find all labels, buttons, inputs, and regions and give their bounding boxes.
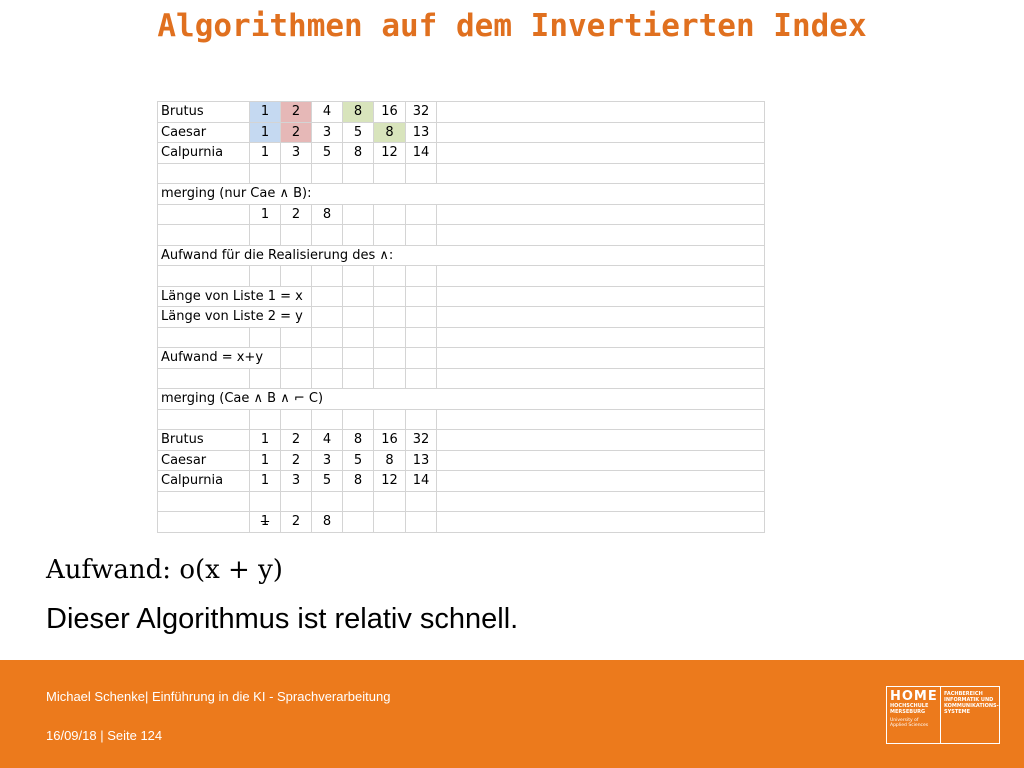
row-label: Brutus bbox=[158, 430, 250, 451]
table-cell: 8 bbox=[343, 143, 374, 164]
table-cell: 2 bbox=[281, 450, 312, 471]
row-label: Calpurnia bbox=[158, 143, 250, 164]
spreadsheet-table bbox=[157, 101, 765, 533]
footer-author: Michael Schenke| Einführung in die KI - Sprachverarbeitung bbox=[46, 689, 391, 704]
statement-text: Dieser Algorithmus ist relativ schnell. bbox=[46, 603, 519, 635]
table-row bbox=[158, 389, 765, 410]
merge-heading: merging (nur Cae ∧ B): bbox=[158, 184, 765, 205]
aufwand-equation: Aufwand = x+y bbox=[158, 348, 281, 369]
table-row bbox=[158, 450, 765, 471]
table-cell: 16 bbox=[374, 430, 406, 451]
table-cell: 8 bbox=[343, 471, 374, 492]
table-cell bbox=[437, 102, 765, 123]
table-cell: 1 bbox=[250, 471, 281, 492]
complexity-formula: Aufwand: o(x + y) bbox=[46, 555, 283, 585]
logo-dept: SYSTEME bbox=[944, 709, 971, 715]
table-cell: 12 bbox=[374, 471, 406, 492]
table-row bbox=[158, 225, 765, 246]
table-row bbox=[158, 409, 765, 430]
result-cell: 1 bbox=[250, 512, 281, 533]
table-cell: 5 bbox=[343, 450, 374, 471]
table-cell: 8 bbox=[374, 122, 406, 143]
table-row bbox=[158, 491, 765, 512]
table-cell: 14 bbox=[406, 143, 437, 164]
table-cell: 2 bbox=[281, 430, 312, 451]
table-row bbox=[158, 286, 765, 307]
logo-mark: HOME bbox=[890, 689, 938, 704]
table-cell: 3 bbox=[281, 143, 312, 164]
table-row bbox=[158, 307, 765, 328]
table-row bbox=[158, 245, 765, 266]
table-cell: 2 bbox=[281, 102, 312, 123]
logo-small: University of bbox=[890, 718, 919, 723]
table-cell: 1 bbox=[250, 143, 281, 164]
footer-bar bbox=[0, 660, 1024, 768]
table-row bbox=[158, 184, 765, 205]
table-row bbox=[158, 471, 765, 492]
aufwand-heading: Aufwand für die Realisierung des ∧: bbox=[158, 245, 765, 266]
table-cell: 1 bbox=[250, 102, 281, 123]
row-label: Calpurnia bbox=[158, 471, 250, 492]
table-row bbox=[158, 430, 765, 451]
merge-heading-2: merging (Cae ∧ B ∧ ⌐ C) bbox=[158, 389, 765, 410]
table-cell: 13 bbox=[406, 122, 437, 143]
table-row bbox=[158, 348, 765, 369]
table-cell: 3 bbox=[312, 450, 343, 471]
table-cell: 13 bbox=[406, 450, 437, 471]
university-logo bbox=[886, 686, 1000, 744]
table-cell: 5 bbox=[312, 143, 343, 164]
result-cell: 8 bbox=[312, 204, 343, 225]
row-label: Caesar bbox=[158, 122, 250, 143]
footer-date-page: 16/09/18 | Seite 124 bbox=[46, 728, 163, 743]
slide-title: Algorithmen auf dem Invertierten Index bbox=[157, 8, 867, 44]
length-list-1: Länge von Liste 1 = x bbox=[158, 286, 312, 307]
table-cell: 1 bbox=[250, 430, 281, 451]
table-cell: 8 bbox=[343, 430, 374, 451]
table-row bbox=[158, 512, 765, 533]
table-cell: 3 bbox=[312, 122, 343, 143]
table-cell: 12 bbox=[374, 143, 406, 164]
logo-dept: KOMMUNIKATIONS- bbox=[944, 703, 999, 709]
length-list-2: Länge von Liste 2 = y bbox=[158, 307, 312, 328]
row-label: Brutus bbox=[158, 102, 250, 123]
table-row bbox=[158, 143, 765, 164]
table-cell bbox=[437, 122, 765, 143]
table-cell bbox=[437, 143, 765, 164]
table-row bbox=[158, 327, 765, 348]
table-cell: 8 bbox=[343, 102, 374, 123]
result-cell: 1 bbox=[250, 204, 281, 225]
result-cell: 8 bbox=[312, 512, 343, 533]
table-row bbox=[158, 204, 765, 225]
logo-dept: FACHBEREICH bbox=[944, 691, 983, 697]
table-cell: 32 bbox=[406, 430, 437, 451]
result-cell: 2 bbox=[281, 512, 312, 533]
logo-dept: INFORMATIK UND bbox=[944, 697, 994, 703]
table-row bbox=[158, 102, 765, 123]
table-row bbox=[158, 266, 765, 287]
table-cell: 16 bbox=[374, 102, 406, 123]
logo-small: Applied Sciences bbox=[890, 723, 929, 728]
table-cell: 5 bbox=[343, 122, 374, 143]
table-cell: 4 bbox=[312, 102, 343, 123]
table-cell: 32 bbox=[406, 102, 437, 123]
table-cell: 14 bbox=[406, 471, 437, 492]
logo-sub: MERSEBURG bbox=[890, 709, 926, 715]
table-cell: 3 bbox=[281, 471, 312, 492]
table-row bbox=[158, 368, 765, 389]
row-label: Caesar bbox=[158, 450, 250, 471]
result-cell: 2 bbox=[281, 204, 312, 225]
table-row bbox=[158, 122, 765, 143]
table-cell: 8 bbox=[374, 450, 406, 471]
table-cell: 1 bbox=[250, 450, 281, 471]
table-row bbox=[158, 163, 765, 184]
table-cell: 4 bbox=[312, 430, 343, 451]
table-cell: 5 bbox=[312, 471, 343, 492]
logo-sub: HOCHSCHULE bbox=[890, 703, 929, 709]
table-cell: 1 bbox=[250, 122, 281, 143]
table-cell: 2 bbox=[281, 122, 312, 143]
